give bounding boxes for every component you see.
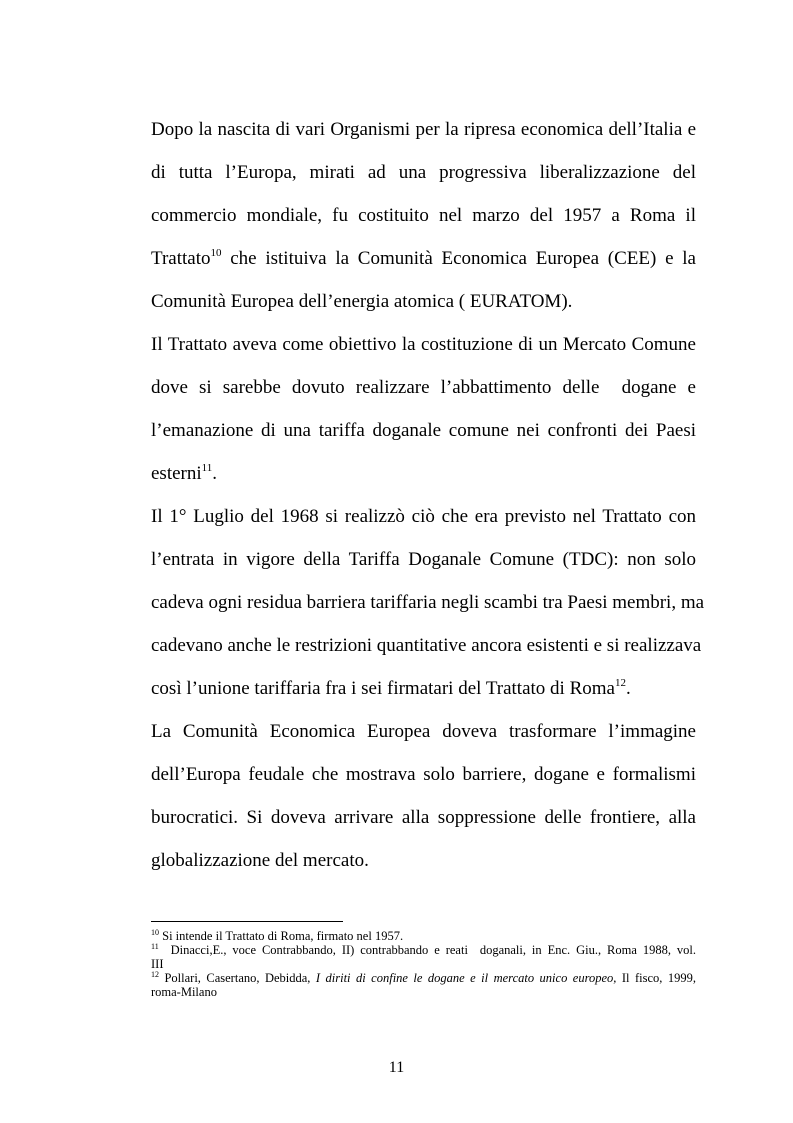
text-line: cadeva ogni residua barriera tariffaria negli scambi tra Paesi membri, ma bbox=[151, 592, 705, 613]
footnote-12 bbox=[151, 971, 696, 999]
text-fragment: così l’unione tariffaria fra i sei firmatari del Trattato di Roma bbox=[151, 678, 615, 699]
text-fragment: . bbox=[212, 463, 217, 484]
text-line bbox=[151, 237, 696, 280]
footnote-line bbox=[151, 971, 696, 985]
text-line: l’entrata in vigore della Tariffa Doganale Comune (TDC): non solo bbox=[151, 549, 696, 570]
text-fragment: . bbox=[625, 678, 631, 699]
text-line: Comunità Europea dell’energia atomica ( EURATOM). bbox=[151, 291, 573, 312]
footnote-line: III bbox=[151, 957, 164, 971]
text-line: Il 1° Luglio del 1968 si realizzò ciò che era previsto nel Trattato con bbox=[151, 506, 696, 527]
text-fragment: Trattato bbox=[151, 248, 211, 269]
footnote-line bbox=[151, 943, 696, 957]
text-line: cadevano anche le restrizioni quantitative ancora esistenti e si realizzava bbox=[151, 635, 702, 656]
footnote-line bbox=[151, 929, 696, 943]
footnote-separator bbox=[151, 921, 343, 922]
text-line: dell’Europa feudale che mostrava solo barriere, dogane e formalismi bbox=[151, 764, 696, 785]
text-fragment: esterni bbox=[151, 463, 202, 484]
text-line: l’emanazione di una tariffa doganale comune nei confronti dei Paesi bbox=[151, 420, 696, 441]
footnote-ref-10[interactable]: 10 bbox=[210, 247, 222, 259]
text-line: Il Trattato aveva come obiettivo la costituzione di un Mercato Comune bbox=[151, 334, 696, 355]
page-number: 11 bbox=[388, 1059, 405, 1076]
text-line: Dopo la nascita di vari Organismi per la ripresa economica dell’Italia e bbox=[151, 119, 696, 140]
footnote-marker: 10 bbox=[151, 928, 159, 937]
text-fragment: che istituiva la Comunità Economica Europea (CEE) e la bbox=[230, 248, 696, 269]
text-line: burocratici. Si doveva arrivare alla soppressione delle frontiere, alla bbox=[151, 807, 696, 828]
footnote-11 bbox=[151, 943, 696, 971]
text-line: globalizzazione del mercato. bbox=[151, 850, 369, 871]
footnote-text: Si intende il Trattato di Roma, firmato nel 1957. bbox=[159, 929, 404, 943]
body-text bbox=[151, 108, 705, 882]
footnotes bbox=[151, 929, 696, 999]
footnote-marker: 12 bbox=[151, 970, 159, 979]
footnote-ref-12[interactable]: 12 bbox=[614, 677, 626, 689]
footnote-10 bbox=[151, 929, 696, 943]
footnote-text: Dinacci,E., voce Contrabbando, II) contrabbando e reati doganali, in Enc. Giu., Roma 1988, vol. bbox=[158, 943, 696, 957]
footnote-text: Il fisco, 1999, bbox=[616, 971, 696, 985]
text-line: commercio mondiale, fu costituito nel marzo del 1957 a Roma il bbox=[151, 205, 696, 226]
footnote-title-italic: I diriti di confine le dogane e il mercato unico europeo, bbox=[315, 971, 617, 985]
text-line: La Comunità Economica Europea doveva trasformare l’immagine bbox=[151, 721, 696, 742]
text-line: dove si sarebbe dovuto realizzare l’abbattimento delle dogane e bbox=[151, 377, 696, 398]
footnote-marker: 11 bbox=[151, 942, 159, 951]
footnote-line: roma-Milano bbox=[151, 985, 217, 999]
text-line bbox=[151, 452, 696, 495]
text-line bbox=[151, 667, 696, 710]
footnote-ref-11[interactable]: 11 bbox=[201, 462, 213, 474]
footnote-text: Pollari, Casertano, Debidda, bbox=[159, 971, 316, 985]
text-line: di tutta l’Europa, mirati ad una progressiva liberalizzazione del bbox=[151, 162, 696, 183]
